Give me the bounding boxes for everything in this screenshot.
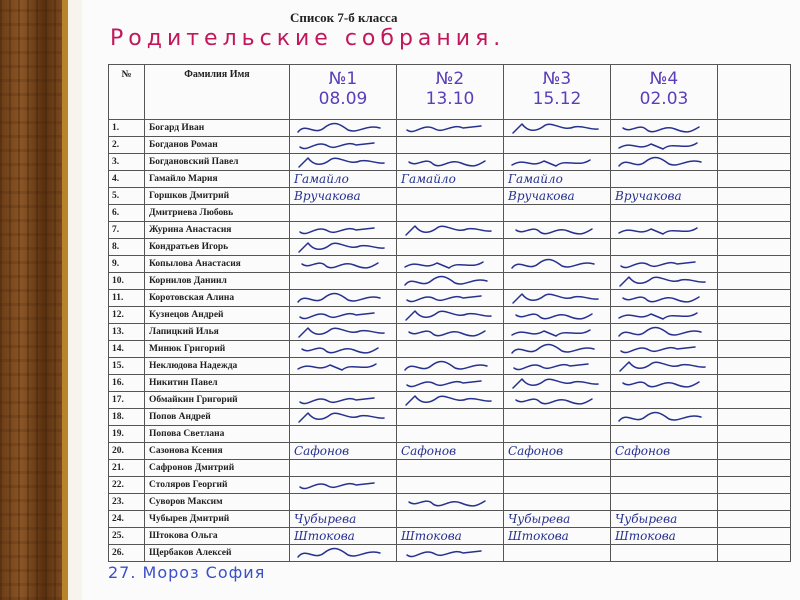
table-row bbox=[109, 222, 791, 239]
student-name: Столяров Георгий bbox=[145, 477, 290, 494]
empty-cell bbox=[718, 290, 791, 307]
signature-mark bbox=[296, 154, 388, 172]
empty-cell bbox=[718, 324, 791, 341]
meeting-cell bbox=[397, 188, 504, 205]
signature-mark bbox=[296, 307, 388, 325]
handwritten-signature: Сафонов bbox=[401, 444, 457, 458]
meeting-cell bbox=[611, 341, 718, 358]
row-number: 8. bbox=[109, 239, 145, 256]
meeting-cell bbox=[611, 460, 718, 477]
table-row bbox=[109, 171, 791, 188]
table-row bbox=[109, 426, 791, 443]
signature-mark bbox=[296, 137, 388, 155]
handwritten-signature: Гамайло bbox=[294, 172, 349, 186]
student-name: Обмайкин Григорий bbox=[145, 392, 290, 409]
meeting-cell bbox=[290, 392, 397, 409]
handwritten-extra-row: 27. Мороз София bbox=[108, 563, 266, 582]
signature-mark bbox=[403, 494, 495, 512]
meeting-cell bbox=[290, 528, 397, 545]
empty-cell bbox=[718, 392, 791, 409]
row-number: 18. bbox=[109, 409, 145, 426]
meeting-cell bbox=[611, 120, 718, 137]
signature-mark bbox=[403, 273, 495, 291]
meeting-date: 02.03 bbox=[639, 89, 689, 109]
table-row bbox=[109, 307, 791, 324]
table-row bbox=[109, 477, 791, 494]
handwritten-signature: Штокова bbox=[508, 529, 569, 543]
meeting-cell bbox=[504, 273, 611, 290]
student-name: Копылова Анастасия bbox=[145, 256, 290, 273]
meeting-cell bbox=[611, 392, 718, 409]
student-name: Дмитриева Любовь bbox=[145, 205, 290, 222]
student-name: Горшков Дмитрий bbox=[145, 188, 290, 205]
row-number: 13. bbox=[109, 324, 145, 341]
row-number: 9. bbox=[109, 256, 145, 273]
table-row bbox=[109, 528, 791, 545]
row-number: 23. bbox=[109, 494, 145, 511]
meeting-cell bbox=[397, 460, 504, 477]
meeting-cell bbox=[504, 171, 611, 188]
handwritten-signature: Гамайло bbox=[508, 172, 563, 186]
student-name: Богард Иван bbox=[145, 120, 290, 137]
header-number: № bbox=[109, 65, 145, 120]
meeting-cell bbox=[397, 426, 504, 443]
meeting-cell bbox=[504, 256, 611, 273]
handwritten-signature: Чубырева bbox=[615, 512, 678, 526]
meeting-cell bbox=[397, 324, 504, 341]
signature-mark bbox=[617, 375, 709, 393]
empty-cell bbox=[718, 545, 791, 562]
row-number: 17. bbox=[109, 392, 145, 409]
meeting-cell bbox=[290, 494, 397, 511]
handwritten-signature: Вручакова bbox=[294, 189, 361, 203]
table-row bbox=[109, 239, 791, 256]
row-number: 21. bbox=[109, 460, 145, 477]
meeting-cell bbox=[504, 137, 611, 154]
student-name: Попов Андрей bbox=[145, 409, 290, 426]
handwritten-signature: Вручакова bbox=[615, 189, 682, 203]
empty-cell bbox=[718, 171, 791, 188]
meeting-cell bbox=[611, 511, 718, 528]
signature-mark bbox=[617, 290, 709, 308]
signature-mark bbox=[403, 120, 495, 138]
meeting-cell bbox=[290, 375, 397, 392]
row-number: 19. bbox=[109, 426, 145, 443]
signature-mark bbox=[403, 290, 495, 308]
signature-mark bbox=[510, 222, 602, 240]
row-number: 14. bbox=[109, 341, 145, 358]
row-number: 5. bbox=[109, 188, 145, 205]
meeting-cell bbox=[397, 443, 504, 460]
table-row bbox=[109, 460, 791, 477]
meeting-cell bbox=[611, 545, 718, 562]
meeting-cell bbox=[504, 205, 611, 222]
signature-mark bbox=[296, 341, 388, 359]
student-name: Журина Анастасия bbox=[145, 222, 290, 239]
signature-mark bbox=[510, 307, 602, 325]
meeting-cell bbox=[290, 188, 397, 205]
row-number: 24. bbox=[109, 511, 145, 528]
header-meeting-3 bbox=[504, 65, 611, 120]
meeting-cell bbox=[504, 290, 611, 307]
row-number: 15. bbox=[109, 358, 145, 375]
row-number: 22. bbox=[109, 477, 145, 494]
student-name: Богданов Роман bbox=[145, 137, 290, 154]
meeting-cell bbox=[290, 290, 397, 307]
header-meeting-2 bbox=[397, 65, 504, 120]
handwritten-signature: Сафонов bbox=[615, 444, 671, 458]
table-row bbox=[109, 256, 791, 273]
signature-mark bbox=[296, 392, 388, 410]
meeting-label: №4 bbox=[649, 69, 679, 89]
handwritten-title: Родительские собрания. bbox=[110, 26, 506, 51]
meeting-cell bbox=[290, 205, 397, 222]
handwritten-signature: Штокова bbox=[615, 529, 676, 543]
student-name: Попова Светлана bbox=[145, 426, 290, 443]
table-row bbox=[109, 324, 791, 341]
row-number: 20. bbox=[109, 443, 145, 460]
table-header-row bbox=[109, 65, 791, 120]
meeting-cell bbox=[611, 205, 718, 222]
meeting-cell bbox=[290, 409, 397, 426]
meeting-cell bbox=[397, 222, 504, 239]
table-row bbox=[109, 137, 791, 154]
signature-mark bbox=[403, 256, 495, 274]
empty-cell bbox=[718, 426, 791, 443]
meeting-cell bbox=[504, 358, 611, 375]
row-number: 4. bbox=[109, 171, 145, 188]
signature-mark bbox=[510, 392, 602, 410]
meeting-cell bbox=[397, 307, 504, 324]
decorative-left-border bbox=[0, 0, 62, 600]
border-gap bbox=[68, 0, 82, 600]
meeting-cell bbox=[397, 137, 504, 154]
meeting-cell bbox=[397, 477, 504, 494]
empty-cell bbox=[718, 222, 791, 239]
table-row bbox=[109, 341, 791, 358]
meeting-cell bbox=[397, 375, 504, 392]
signature-mark bbox=[617, 324, 709, 342]
meeting-cell bbox=[290, 120, 397, 137]
meeting-cell bbox=[611, 409, 718, 426]
meeting-cell bbox=[290, 545, 397, 562]
meeting-cell bbox=[504, 545, 611, 562]
meeting-cell bbox=[397, 171, 504, 188]
table-row bbox=[109, 188, 791, 205]
meeting-cell bbox=[397, 205, 504, 222]
meeting-cell bbox=[504, 324, 611, 341]
meeting-cell bbox=[504, 222, 611, 239]
signature-mark bbox=[510, 358, 602, 376]
meeting-cell bbox=[611, 375, 718, 392]
meeting-cell bbox=[504, 460, 611, 477]
meeting-cell bbox=[397, 120, 504, 137]
table-row bbox=[109, 358, 791, 375]
meeting-date: 08.09 bbox=[318, 89, 368, 109]
meeting-cell bbox=[290, 324, 397, 341]
meeting-cell bbox=[504, 409, 611, 426]
signature-mark bbox=[296, 409, 388, 427]
signature-mark bbox=[510, 154, 602, 172]
meeting-cell bbox=[397, 273, 504, 290]
meeting-cell bbox=[611, 188, 718, 205]
meeting-cell bbox=[397, 358, 504, 375]
signature-mark bbox=[296, 545, 388, 563]
meeting-cell bbox=[397, 511, 504, 528]
signature-mark bbox=[296, 222, 388, 240]
meeting-label: №3 bbox=[542, 69, 572, 89]
empty-cell bbox=[718, 273, 791, 290]
signature-mark bbox=[617, 307, 709, 325]
signature-mark bbox=[403, 154, 495, 172]
meeting-cell bbox=[611, 528, 718, 545]
meeting-cell bbox=[290, 307, 397, 324]
meeting-cell bbox=[397, 545, 504, 562]
student-name: Кондратьев Игорь bbox=[145, 239, 290, 256]
signature-mark bbox=[617, 341, 709, 359]
signature-mark bbox=[403, 358, 495, 376]
meeting-cell bbox=[504, 375, 611, 392]
handwritten-signature: Гамайло bbox=[401, 172, 456, 186]
meeting-cell bbox=[290, 443, 397, 460]
meeting-cell bbox=[611, 426, 718, 443]
meeting-cell bbox=[504, 511, 611, 528]
meeting-cell bbox=[504, 341, 611, 358]
meeting-date: 13.10 bbox=[425, 89, 475, 109]
student-name: Корнилов Даниил bbox=[145, 273, 290, 290]
student-name: Минюк Григорий bbox=[145, 341, 290, 358]
meeting-cell bbox=[504, 154, 611, 171]
signature-mark bbox=[510, 256, 602, 274]
empty-cell bbox=[718, 137, 791, 154]
signature-mark bbox=[510, 341, 602, 359]
header-name: Фамилия Имя bbox=[145, 65, 290, 120]
table-row bbox=[109, 290, 791, 307]
meeting-cell bbox=[290, 256, 397, 273]
meeting-cell bbox=[611, 494, 718, 511]
table-row bbox=[109, 443, 791, 460]
meeting-cell bbox=[504, 426, 611, 443]
meeting-cell bbox=[397, 392, 504, 409]
row-number: 1. bbox=[109, 120, 145, 137]
table-row bbox=[109, 154, 791, 171]
student-name: Лапицкий Илья bbox=[145, 324, 290, 341]
student-name: Неклюдова Надежда bbox=[145, 358, 290, 375]
meeting-cell bbox=[611, 256, 718, 273]
student-name: Суворов Максим bbox=[145, 494, 290, 511]
meeting-cell bbox=[397, 239, 504, 256]
empty-cell bbox=[718, 460, 791, 477]
signature-mark bbox=[617, 222, 709, 240]
signature-mark bbox=[296, 477, 388, 495]
row-number: 10. bbox=[109, 273, 145, 290]
meeting-cell bbox=[611, 324, 718, 341]
signature-mark bbox=[617, 273, 709, 291]
signature-mark bbox=[296, 324, 388, 342]
meeting-cell bbox=[290, 511, 397, 528]
meeting-cell bbox=[290, 460, 397, 477]
signature-mark bbox=[617, 358, 709, 376]
header-meeting-1 bbox=[290, 65, 397, 120]
empty-cell bbox=[718, 494, 791, 511]
handwritten-signature: Сафонов bbox=[294, 444, 350, 458]
table-row bbox=[109, 120, 791, 137]
meeting-cell bbox=[504, 477, 611, 494]
empty-cell bbox=[718, 154, 791, 171]
table-row bbox=[109, 392, 791, 409]
row-number: 7. bbox=[109, 222, 145, 239]
empty-cell bbox=[718, 239, 791, 256]
signature-mark bbox=[403, 324, 495, 342]
meeting-cell bbox=[611, 477, 718, 494]
meeting-date: 15.12 bbox=[532, 89, 582, 109]
empty-cell bbox=[718, 120, 791, 137]
empty-cell bbox=[718, 307, 791, 324]
student-name: Сазонова Ксения bbox=[145, 443, 290, 460]
signature-mark bbox=[403, 307, 495, 325]
empty-cell bbox=[718, 528, 791, 545]
meeting-cell bbox=[290, 239, 397, 256]
meeting-cell bbox=[504, 307, 611, 324]
row-number: 26. bbox=[109, 545, 145, 562]
meeting-cell bbox=[290, 477, 397, 494]
meeting-cell bbox=[290, 222, 397, 239]
meeting-cell bbox=[397, 528, 504, 545]
student-name: Никитин Павел bbox=[145, 375, 290, 392]
meeting-cell bbox=[611, 239, 718, 256]
meeting-cell bbox=[504, 443, 611, 460]
meeting-cell bbox=[611, 222, 718, 239]
empty-cell bbox=[718, 341, 791, 358]
meeting-cell bbox=[397, 256, 504, 273]
header-empty bbox=[718, 65, 791, 120]
meeting-cell bbox=[504, 392, 611, 409]
signature-mark bbox=[510, 324, 602, 342]
meeting-cell bbox=[290, 154, 397, 171]
meeting-cell bbox=[290, 273, 397, 290]
meeting-cell bbox=[611, 290, 718, 307]
table-row bbox=[109, 494, 791, 511]
signature-mark bbox=[617, 409, 709, 427]
signature-mark bbox=[296, 256, 388, 274]
meeting-cell bbox=[611, 171, 718, 188]
row-number: 3. bbox=[109, 154, 145, 171]
meeting-cell bbox=[397, 154, 504, 171]
student-name: Сафронов Дмитрий bbox=[145, 460, 290, 477]
signature-mark bbox=[403, 545, 495, 563]
meeting-cell bbox=[290, 137, 397, 154]
meeting-cell bbox=[611, 443, 718, 460]
handwritten-signature: Чубырева bbox=[294, 512, 357, 526]
table-row bbox=[109, 273, 791, 290]
signature-mark bbox=[510, 290, 602, 308]
student-name: Штокова Ольга bbox=[145, 528, 290, 545]
signature-mark bbox=[617, 120, 709, 138]
meeting-cell bbox=[611, 137, 718, 154]
student-name: Гамайло Мария bbox=[145, 171, 290, 188]
row-number: 2. bbox=[109, 137, 145, 154]
signature-mark bbox=[617, 256, 709, 274]
student-name: Щербаков Алексей bbox=[145, 545, 290, 562]
table-row bbox=[109, 409, 791, 426]
table-row bbox=[109, 375, 791, 392]
empty-cell bbox=[718, 256, 791, 273]
signature-mark bbox=[617, 154, 709, 172]
meeting-cell bbox=[397, 494, 504, 511]
empty-cell bbox=[718, 375, 791, 392]
attendance-table bbox=[108, 64, 791, 562]
meeting-cell bbox=[611, 307, 718, 324]
document-title: Список 7-б класса bbox=[290, 10, 398, 25]
row-number: 12. bbox=[109, 307, 145, 324]
header-meeting-4 bbox=[611, 65, 718, 120]
meeting-cell bbox=[504, 120, 611, 137]
meeting-cell bbox=[290, 171, 397, 188]
empty-cell bbox=[718, 511, 791, 528]
signature-mark bbox=[296, 358, 388, 376]
signature-mark bbox=[296, 120, 388, 138]
student-name: Коротовская Алина bbox=[145, 290, 290, 307]
signature-mark bbox=[403, 375, 495, 393]
meeting-label: №1 bbox=[328, 69, 358, 89]
meeting-label: №2 bbox=[435, 69, 465, 89]
row-number: 6. bbox=[109, 205, 145, 222]
student-name: Богдановский Павел bbox=[145, 154, 290, 171]
signature-mark bbox=[510, 375, 602, 393]
empty-cell bbox=[718, 409, 791, 426]
empty-cell bbox=[718, 358, 791, 375]
meeting-cell bbox=[611, 358, 718, 375]
signature-mark bbox=[403, 222, 495, 240]
meeting-cell bbox=[504, 528, 611, 545]
meeting-cell bbox=[397, 341, 504, 358]
signature-mark bbox=[296, 239, 388, 257]
meeting-cell bbox=[290, 358, 397, 375]
student-name: Чубырев Дмитрий bbox=[145, 511, 290, 528]
meeting-cell bbox=[504, 239, 611, 256]
student-name: Кузнецов Андрей bbox=[145, 307, 290, 324]
row-number: 16. bbox=[109, 375, 145, 392]
signature-mark bbox=[617, 137, 709, 155]
handwritten-signature: Сафонов bbox=[508, 444, 564, 458]
row-number: 11. bbox=[109, 290, 145, 307]
signature-mark bbox=[296, 290, 388, 308]
signature-mark bbox=[403, 392, 495, 410]
empty-cell bbox=[718, 443, 791, 460]
empty-cell bbox=[718, 188, 791, 205]
row-number: 25. bbox=[109, 528, 145, 545]
table-row bbox=[109, 511, 791, 528]
empty-cell bbox=[718, 477, 791, 494]
table-row bbox=[109, 205, 791, 222]
signature-mark bbox=[510, 120, 602, 138]
meeting-cell bbox=[504, 494, 611, 511]
meeting-cell bbox=[290, 426, 397, 443]
table-row bbox=[109, 545, 791, 562]
handwritten-signature: Штокова bbox=[294, 529, 355, 543]
meeting-cell bbox=[397, 409, 504, 426]
empty-cell bbox=[718, 205, 791, 222]
handwritten-signature: Вручакова bbox=[508, 189, 575, 203]
handwritten-signature: Чубырева bbox=[508, 512, 571, 526]
meeting-cell bbox=[504, 188, 611, 205]
meeting-cell bbox=[611, 154, 718, 171]
handwritten-signature: Штокова bbox=[401, 529, 462, 543]
meeting-cell bbox=[397, 290, 504, 307]
meeting-cell bbox=[290, 341, 397, 358]
meeting-cell bbox=[611, 273, 718, 290]
